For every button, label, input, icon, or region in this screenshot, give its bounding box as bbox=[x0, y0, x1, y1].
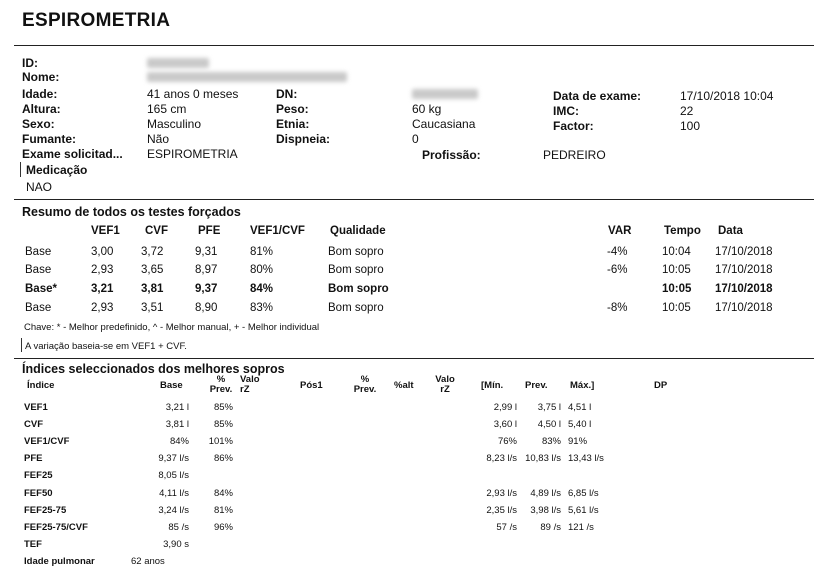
row-tempo: 10:05 bbox=[662, 302, 691, 314]
index-prev: 4,89 l/s bbox=[530, 488, 561, 499]
table-row bbox=[0, 283, 839, 299]
row-ratio: 81% bbox=[250, 246, 274, 258]
table-row bbox=[0, 556, 839, 570]
imc-label: IMC: bbox=[553, 104, 579, 118]
table-row bbox=[0, 539, 839, 553]
index-min: 3,60 l bbox=[493, 419, 517, 430]
index-base: 8,05 l/s bbox=[158, 470, 189, 481]
medicacao-value: NAO bbox=[26, 180, 53, 194]
index-base: 4,11 l/s bbox=[159, 488, 189, 499]
index-max: 4,51 l bbox=[568, 402, 592, 413]
summary-header: VEF1 bbox=[91, 225, 120, 237]
altura-label: Altura: bbox=[22, 102, 61, 116]
etnia-value: Caucasiana bbox=[412, 117, 476, 131]
indices-header-prev: % Prev. bbox=[209, 374, 233, 395]
summary-header: Tempo bbox=[664, 225, 701, 237]
row-quality: Bom sopro bbox=[328, 246, 384, 258]
redacted-name bbox=[147, 72, 347, 82]
index-prev: 3,75 l bbox=[537, 402, 561, 413]
row-pfe: 8,97 bbox=[195, 264, 218, 276]
row-quality: Bom sopro bbox=[328, 264, 384, 276]
data-exame-value: 17/10/2018 10:04 bbox=[680, 89, 774, 103]
table-row bbox=[0, 505, 839, 519]
index-min: 8,23 l/s bbox=[486, 453, 517, 464]
index-min: 2,35 l/s bbox=[486, 505, 517, 516]
index-pct: 85% bbox=[213, 402, 233, 413]
index-max: 6,85 l/s bbox=[568, 488, 599, 499]
row-cvf: 3,81 bbox=[141, 283, 164, 295]
row-data: 17/10/2018 bbox=[715, 264, 773, 276]
summary-heading: Resumo de todos os testes forçados bbox=[22, 205, 241, 219]
medicacao-label: Medicação bbox=[26, 163, 88, 177]
indices-header-prevh: Prev. bbox=[525, 380, 548, 391]
index-prev: 10,83 l/s bbox=[525, 453, 561, 464]
fumante-value: Não bbox=[147, 132, 170, 146]
row-tempo: 10:05 bbox=[662, 264, 691, 276]
index-min: 2,99 l bbox=[493, 402, 517, 413]
sexo-label: Sexo: bbox=[22, 117, 55, 131]
chave-note: Chave: * - Melhor predefinido, ^ - Melhor manual, + - Melhor individual bbox=[24, 322, 320, 333]
row-quality: Bom sopro bbox=[328, 302, 384, 314]
imc-value: 22 bbox=[680, 104, 694, 118]
index-prev: 89 /s bbox=[540, 522, 561, 533]
indices-header-pos1: Pós1 bbox=[300, 380, 323, 391]
indices-header-valo-rz: Valo rZ bbox=[240, 374, 260, 395]
index-prev: 3,98 l/s bbox=[530, 505, 561, 516]
row-var: -4% bbox=[607, 246, 628, 258]
factor-value: 100 bbox=[680, 119, 701, 133]
index-base: 3,81 l bbox=[165, 419, 189, 430]
row-tempo: 10:04 bbox=[662, 246, 691, 258]
row-name: Base* bbox=[25, 283, 57, 295]
patient-divider bbox=[14, 199, 814, 200]
exame-label: Exame solicitad... bbox=[22, 147, 123, 161]
fumante-label: Fumante: bbox=[22, 132, 76, 146]
row-ratio: 84% bbox=[250, 283, 274, 295]
index-min: 57 /s bbox=[496, 522, 517, 533]
summary-header: Qualidade bbox=[330, 225, 386, 237]
indices-header-valo-rz2: Valo rZ bbox=[435, 374, 455, 395]
index-max: 5,61 l/s bbox=[568, 505, 599, 516]
indices-header-max: Máx.] bbox=[570, 380, 595, 391]
indices-heading: Índices seleccionados dos melhores sopros bbox=[22, 362, 285, 376]
dn-label: DN: bbox=[276, 87, 298, 101]
indices-header-indice: Índice bbox=[27, 380, 55, 391]
variacao-note: A variação baseia-se em VEF1 + CVF. bbox=[25, 341, 187, 352]
etnia-label: Etnia: bbox=[276, 117, 310, 131]
nome-label: Nome: bbox=[22, 70, 60, 84]
summary-header: CVF bbox=[145, 225, 168, 237]
row-cvf: 3,72 bbox=[141, 246, 164, 258]
indices-header-prev2: % Prev. bbox=[353, 374, 377, 395]
summary-header: VAR bbox=[608, 225, 632, 237]
row-vef1: 3,00 bbox=[91, 246, 114, 258]
peso-label: Peso: bbox=[276, 102, 309, 116]
index-name: PFE bbox=[24, 453, 43, 464]
sexo-value: Masculino bbox=[147, 117, 202, 131]
table-row bbox=[0, 246, 839, 262]
index-pct: 86% bbox=[213, 453, 233, 464]
table-row bbox=[0, 436, 839, 450]
row-name: Base bbox=[25, 302, 52, 314]
index-name: FEF25 bbox=[24, 470, 53, 481]
index-pct: 81% bbox=[213, 505, 233, 516]
row-pfe: 9,37 bbox=[195, 283, 218, 295]
peso-value: 60 kg bbox=[412, 102, 442, 116]
index-base: 85 /s bbox=[168, 522, 189, 533]
index-name: TEF bbox=[24, 539, 42, 550]
header-divider bbox=[14, 45, 814, 46]
id-label: ID: bbox=[22, 56, 38, 70]
row-ratio: 83% bbox=[250, 302, 274, 314]
medicacao-bar bbox=[20, 162, 21, 177]
index-pct: 96% bbox=[213, 522, 233, 533]
idade-pulmonar-value: 62 anos bbox=[131, 556, 165, 567]
row-data: 17/10/2018 bbox=[715, 246, 773, 258]
row-cvf: 3,51 bbox=[141, 302, 164, 314]
row-cvf: 3,65 bbox=[141, 264, 164, 276]
redacted-dn bbox=[412, 89, 478, 99]
index-pct: 101% bbox=[208, 436, 233, 447]
idade-label: Idade: bbox=[22, 87, 58, 101]
profissao-label: Profissão: bbox=[422, 148, 481, 162]
dispneia-value: 0 bbox=[412, 132, 419, 146]
summary-header: VEF1/CVF bbox=[250, 225, 305, 237]
row-tempo: 10:05 bbox=[662, 283, 692, 295]
index-prev: 83% bbox=[541, 436, 561, 447]
row-data: 17/10/2018 bbox=[715, 283, 773, 295]
idade-pulmonar-label: Idade pulmonar bbox=[24, 556, 95, 567]
index-name: FEF25-75/CVF bbox=[24, 522, 88, 533]
table-row bbox=[0, 419, 839, 433]
idade-value: 41 anos 0 meses bbox=[147, 87, 239, 101]
index-base: 3,90 s bbox=[163, 539, 189, 550]
index-base: 84% bbox=[169, 436, 189, 447]
row-name: Base bbox=[25, 264, 52, 276]
index-name: VEF1 bbox=[24, 402, 48, 413]
profissao-value: PEDREIRO bbox=[543, 148, 606, 162]
row-quality: Bom sopro bbox=[328, 283, 389, 295]
row-var: -6% bbox=[607, 264, 628, 276]
factor-label: Factor: bbox=[553, 119, 594, 133]
row-pfe: 9,31 bbox=[195, 246, 218, 258]
table-row bbox=[0, 488, 839, 502]
row-vef1: 2,93 bbox=[91, 264, 114, 276]
index-name: FEF50 bbox=[24, 488, 53, 499]
summary-divider bbox=[14, 358, 814, 359]
row-name: Base bbox=[25, 246, 52, 258]
index-base: 9,37 l/s bbox=[158, 453, 189, 464]
index-base: 3,21 l bbox=[165, 402, 189, 413]
indices-header-alt: %alt bbox=[394, 380, 414, 391]
index-max: 121 /s bbox=[568, 522, 594, 533]
table-row bbox=[0, 264, 839, 280]
page-title: ESPIROMETRIA bbox=[22, 10, 171, 31]
index-min: 76% bbox=[497, 436, 517, 447]
row-pfe: 8,90 bbox=[195, 302, 218, 314]
row-vef1: 2,93 bbox=[91, 302, 114, 314]
table-row bbox=[0, 402, 839, 416]
index-pct: 84% bbox=[213, 488, 233, 499]
dispneia-label: Dispneia: bbox=[276, 132, 331, 146]
index-base: 3,24 l/s bbox=[158, 505, 189, 516]
index-prev: 4,50 l bbox=[537, 419, 561, 430]
table-row bbox=[0, 453, 839, 467]
table-row bbox=[0, 470, 839, 484]
summary-header: PFE bbox=[198, 225, 221, 237]
summary-header: Data bbox=[718, 225, 743, 237]
redacted-id bbox=[147, 58, 209, 68]
row-var: -8% bbox=[607, 302, 628, 314]
row-vef1: 3,21 bbox=[91, 283, 114, 295]
index-max: 5,40 l bbox=[568, 419, 592, 430]
table-row bbox=[0, 302, 839, 318]
note-bar bbox=[21, 338, 22, 352]
index-pct: 85% bbox=[213, 419, 233, 430]
altura-value: 165 cm bbox=[147, 102, 187, 116]
index-name: VEF1/CVF bbox=[24, 436, 70, 447]
exame-value: ESPIROMETRIA bbox=[147, 147, 238, 161]
table-row bbox=[0, 522, 839, 536]
index-min: 2,93 l/s bbox=[486, 488, 517, 499]
index-name: CVF bbox=[24, 419, 43, 430]
row-data: 17/10/2018 bbox=[715, 302, 773, 314]
indices-header-dp: DP bbox=[654, 380, 668, 391]
index-name: FEF25-75 bbox=[24, 505, 67, 516]
indices-header-min: [Mín. bbox=[481, 380, 504, 391]
index-max: 91% bbox=[568, 436, 588, 447]
row-ratio: 80% bbox=[250, 264, 274, 276]
data-exame-label: Data de exame: bbox=[553, 89, 642, 103]
index-max: 13,43 l/s bbox=[568, 453, 604, 464]
indices-header-base: Base bbox=[160, 380, 183, 391]
